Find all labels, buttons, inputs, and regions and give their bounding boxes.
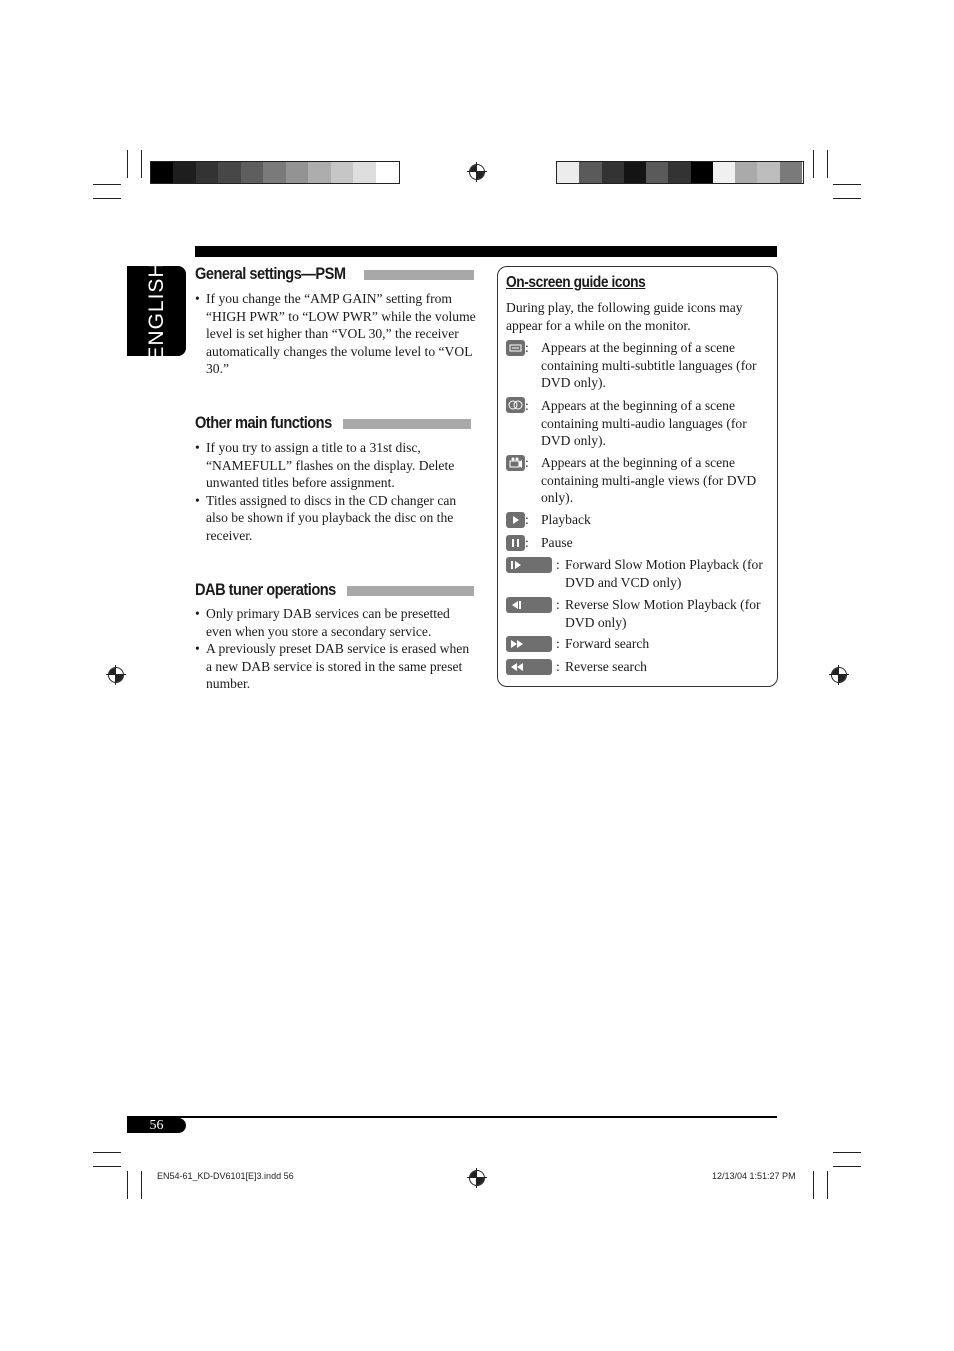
bullet-item: • Titles assigned to discs in the CD changer can also be shown if you playback the disc on the receiver. xyxy=(195,492,457,543)
crop-mark xyxy=(93,198,121,199)
subtitle-icon xyxy=(506,340,525,356)
language-tab xyxy=(127,261,186,361)
reverse-search-icon xyxy=(506,659,552,675)
slug-date: 12/13/04 1:51:27 PM xyxy=(712,1171,796,1181)
crop-mark xyxy=(93,184,121,185)
color-bar-right-frame xyxy=(556,161,804,184)
pause-icon xyxy=(506,535,525,551)
angle-icon xyxy=(506,455,525,471)
page-number: 56 xyxy=(127,1118,186,1133)
guide-colon: : xyxy=(556,659,560,674)
crop-mark xyxy=(813,1171,814,1199)
guide-colon: : xyxy=(525,398,529,413)
forward-slow-icon xyxy=(506,557,552,573)
other-bullets xyxy=(195,439,477,545)
crop-mark xyxy=(833,198,861,199)
crop-mark xyxy=(141,1171,142,1199)
footer-rule xyxy=(127,1116,777,1118)
crop-mark xyxy=(93,1166,121,1167)
crop-mark xyxy=(93,1152,121,1153)
guide-colon: : xyxy=(525,535,529,550)
section-title-general: General settings—PSM xyxy=(195,264,346,283)
guide-colon: : xyxy=(556,597,560,612)
guide-colon: : xyxy=(556,557,560,572)
audio-icon xyxy=(506,397,525,413)
slug-file: EN54-61_KD-DV6101[E]3.indd 56 xyxy=(157,1171,294,1181)
guide-item-text: Forward search xyxy=(565,636,650,651)
reverse-slow-icon xyxy=(506,597,552,613)
crop-mark xyxy=(833,1166,861,1167)
crop-mark xyxy=(141,150,142,178)
general-bullets xyxy=(195,290,477,378)
bullet-item: • If you try to assign a title to a 31st disc, “NAMEFULL” flashes on the display. Delete unwanted titles before assignment. xyxy=(195,440,455,491)
bullet-item: • If you change the “AMP GAIN” setting from “HIGH PWR” to “LOW PWR” while the volume level is set higher than “VOL 30,” the receiver automatically changes the volume level to “VOL 30.” xyxy=(195,291,476,377)
guide-item-text: Forward Slow Motion Playback (for DVD and VCD only) xyxy=(565,557,763,590)
crop-mark xyxy=(833,184,861,185)
crop-mark xyxy=(813,150,814,178)
dab-bullets xyxy=(195,605,477,693)
registration-mark xyxy=(469,164,485,180)
guide-colon: : xyxy=(556,636,560,651)
guide-intro: During play, the following guide icons may appear for a while on the monitor. xyxy=(506,300,743,333)
bullet-item: • A previously preset DAB service is erased when a new DAB service is stored in the same preset number. xyxy=(195,641,470,692)
section-title-dab: DAB tuner operations xyxy=(195,580,336,599)
guide-item-text: Appears at the beginning of a scene containing multi-subtitle languages (for DVD only). xyxy=(541,340,757,391)
heading-bar xyxy=(347,586,474,596)
heading-bar xyxy=(364,270,474,280)
guide-colon: : xyxy=(525,455,529,470)
crop-mark xyxy=(127,150,128,178)
guide-colon: : xyxy=(525,340,529,355)
guide-title: On-screen guide icons xyxy=(506,274,646,291)
guide-item-text: Appears at the beginning of a scene containing multi-audio languages (for DVD only). xyxy=(541,398,747,449)
guide-colon: : xyxy=(525,512,529,527)
crop-mark xyxy=(833,1152,861,1153)
header-rule xyxy=(195,246,777,257)
section-title-other: Other main functions xyxy=(195,413,332,432)
guide-item-text: Appears at the beginning of a scene containing multi-angle views (for DVD only). xyxy=(541,455,757,506)
crop-mark xyxy=(127,1171,128,1199)
color-bar-left-frame xyxy=(150,161,400,184)
heading-bar xyxy=(343,419,471,429)
registration-mark xyxy=(108,667,124,683)
guide-item-text: Reverse Slow Motion Playback (for DVD only) xyxy=(565,597,761,630)
guide-item-text: Pause xyxy=(541,535,573,550)
crop-mark xyxy=(827,1171,828,1199)
crop-mark xyxy=(827,150,828,178)
guide-item-text: Reverse search xyxy=(565,659,647,674)
play-icon xyxy=(506,512,525,528)
registration-mark xyxy=(831,667,847,683)
forward-search-icon xyxy=(506,636,552,652)
bullet-item: • Only primary DAB services can be presetted even when you store a secondary service. xyxy=(195,606,450,639)
registration-mark xyxy=(469,1170,485,1186)
language-tab-label: ENGLISH xyxy=(144,261,168,361)
guide-item-text: Playback xyxy=(541,512,591,527)
